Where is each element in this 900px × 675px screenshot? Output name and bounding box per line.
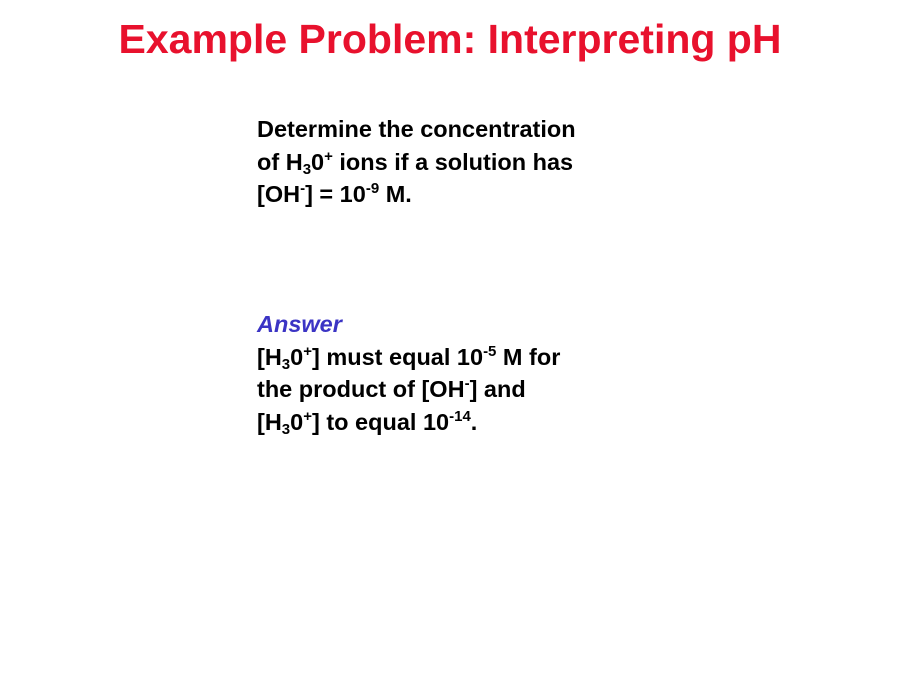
subscript: 3 — [302, 160, 312, 178]
question-text: M. — [379, 181, 412, 207]
question-line-3 — [257, 178, 677, 211]
superscript: -5 — [483, 342, 497, 360]
subscript: 3 — [281, 355, 291, 373]
question-text: of H — [257, 148, 303, 175]
superscript: - — [300, 180, 306, 197]
question-text: ] = 10 — [305, 181, 366, 207]
superscript: -9 — [365, 180, 380, 197]
question-line-2 — [257, 146, 677, 179]
question-text: ions if a solution has — [332, 148, 574, 175]
answer-line-3 — [257, 406, 677, 439]
superscript: -14 — [449, 407, 471, 425]
answer-text: ] to equal 10 — [311, 408, 450, 435]
question-text: [OH — [257, 181, 301, 207]
answer-text: M for — [496, 343, 561, 370]
answer-text: ] must equal 10 — [311, 343, 484, 370]
answer-line-2 — [257, 373, 677, 406]
answer-text: [H — [257, 408, 282, 435]
superscript: + — [303, 407, 312, 425]
answer-text: 0 — [290, 408, 304, 435]
superscript: + — [303, 342, 312, 360]
superscript: - — [464, 375, 470, 392]
answer-text: [H — [257, 343, 282, 370]
answer-text: . — [470, 408, 478, 435]
answer-text: 0 — [290, 343, 304, 370]
subscript: 3 — [281, 420, 291, 438]
spacer — [257, 211, 677, 309]
question-line-1 — [257, 113, 677, 146]
question-text: 0 — [311, 148, 325, 175]
answer-text: the product of [OH — [257, 376, 465, 402]
superscript: + — [324, 147, 333, 165]
slide-content — [257, 113, 677, 438]
answer-label: Answer — [257, 311, 342, 337]
answer-text: ] and — [469, 376, 526, 402]
slide-title: Example Problem: Interpreting pH — [118, 16, 782, 62]
question-text: Determine the concentration — [257, 116, 576, 142]
answer-line-1 — [257, 341, 677, 374]
